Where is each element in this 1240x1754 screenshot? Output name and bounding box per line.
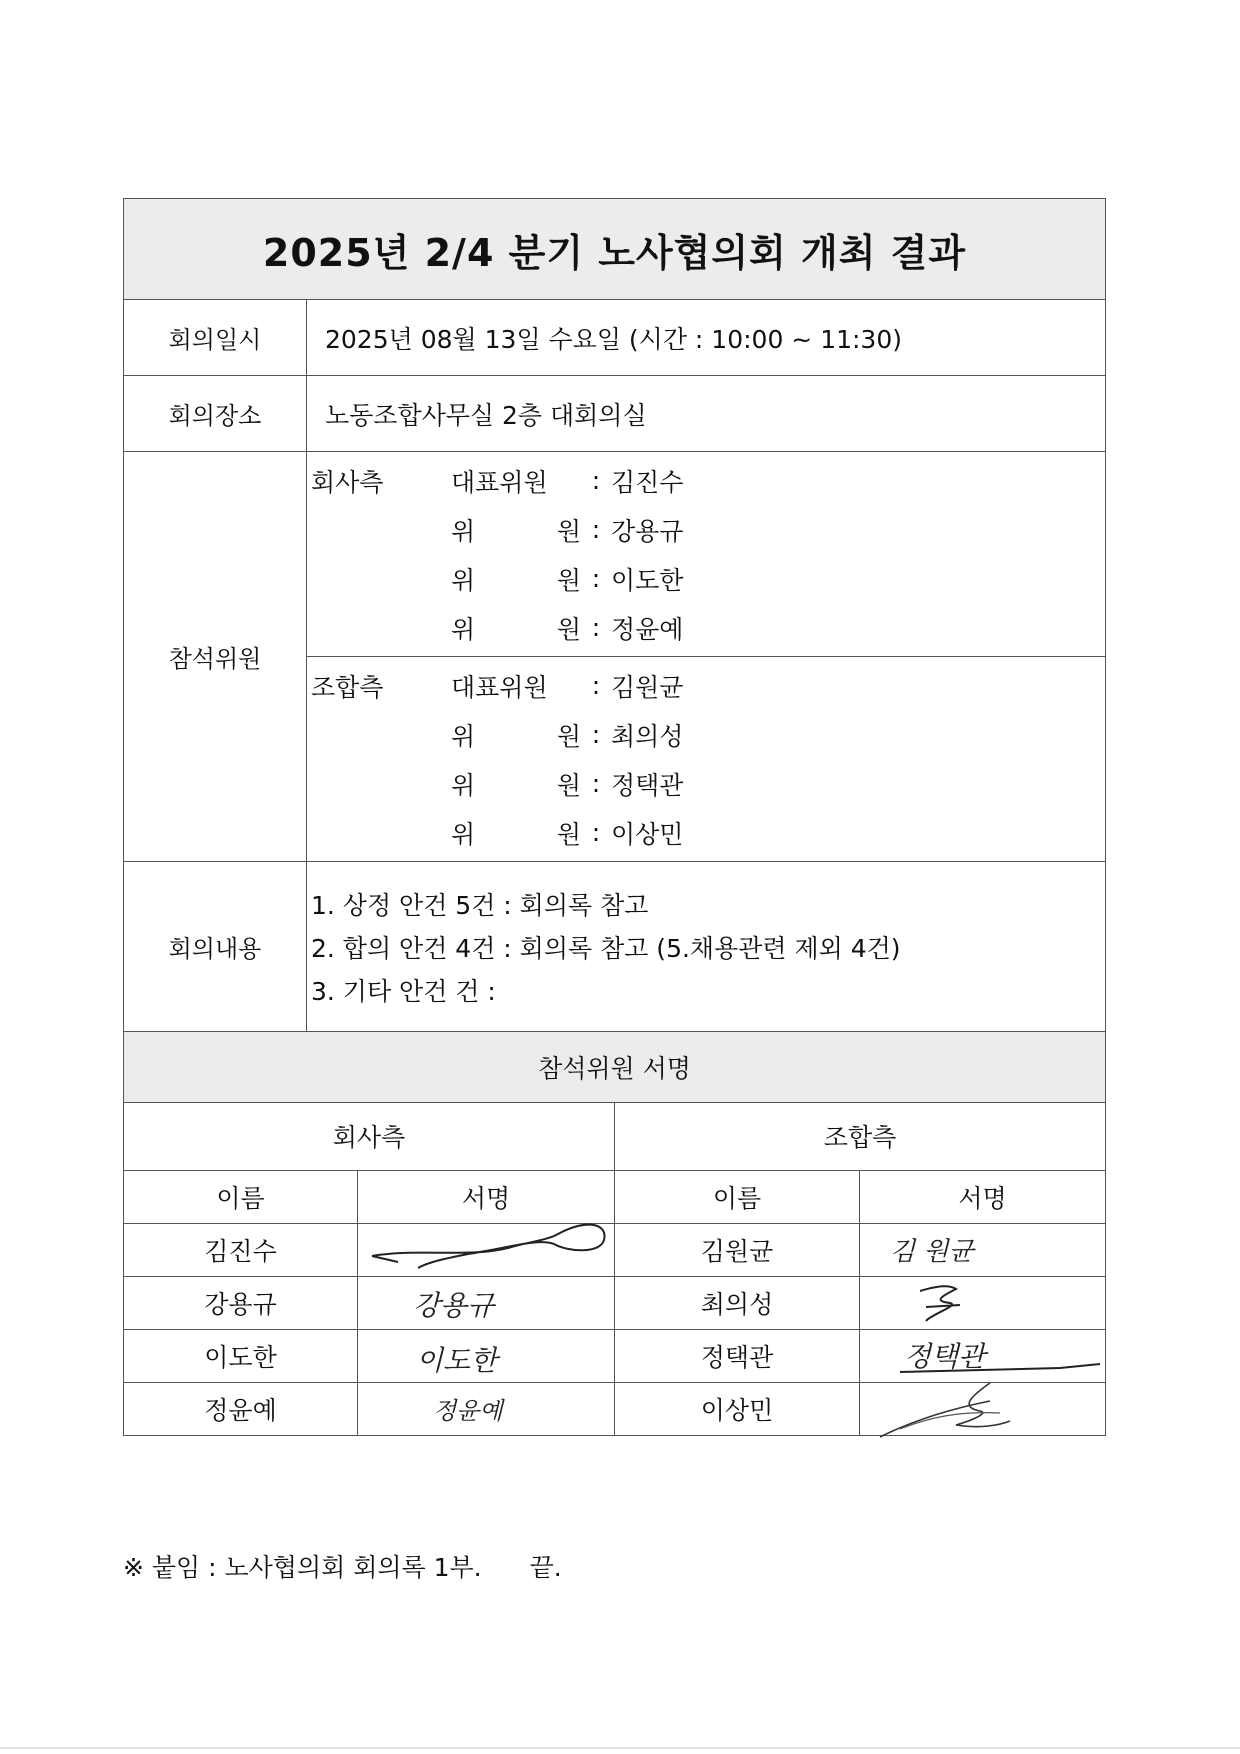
scan-edge (0, 1747, 1240, 1749)
attendee-name: 정택관 (611, 770, 684, 800)
end-mark: 끝. (529, 1553, 562, 1582)
attendees-label: 참석위원 (124, 452, 307, 862)
signature-scribble (358, 1324, 615, 1384)
attendee-role: 위 (451, 770, 476, 800)
meeting-content-label: 회의내용 (124, 862, 307, 1032)
attendee-line: 조합측 대표위원 : 김원균 (311, 661, 1105, 710)
svg-text:강용규: 강용규 (413, 1288, 495, 1322)
signature-scribble (860, 1324, 1106, 1384)
signature-scribble (860, 1377, 1106, 1441)
attendee-role: 위 (451, 614, 476, 644)
signature-row (124, 1223, 1106, 1276)
attendee-role: 위 (451, 721, 476, 751)
attachment-text: ※ 붙임 : 노사협의회 회의록 1부. (123, 1553, 482, 1582)
signature-scribble (358, 1377, 615, 1437)
content-item: 2. 합의 안건 4건 : 회의록 참고 (5.채용관련 제외 4건) (311, 933, 901, 963)
company-signature-header: 회사측 (124, 1102, 615, 1170)
signature-section-title: 참석위원 서명 (124, 1031, 1106, 1102)
attendee-line: 위 원 : 최의성 (311, 710, 1105, 759)
attendee-line: 위 원 : 이도한 (311, 554, 1105, 603)
company-member-signature (358, 1223, 615, 1276)
attendee-name: 김원균 (611, 672, 684, 702)
svg-text:이도한: 이도한 (416, 1343, 498, 1377)
attendee-line: 위 원 : 정윤예 (311, 603, 1105, 652)
meeting-place-value: 노동조합사무실 2층 대회의실 (307, 376, 1106, 452)
signature-scribble (358, 1218, 615, 1278)
union-signature-header: 조합측 (615, 1102, 1106, 1170)
signature-scribble (358, 1271, 615, 1331)
attendee-role: 대표위원 (451, 467, 548, 497)
union-member-signature (860, 1223, 1106, 1276)
signature-row (124, 1382, 1106, 1435)
company-member-signature (358, 1382, 615, 1435)
meeting-datetime-value: 2025년 08월 13일 수요일 (시간 : 10:00 ~ 11:30) (307, 300, 1106, 376)
attendee-name: 강용규 (611, 516, 684, 546)
document (123, 198, 1105, 1436)
union-member-signature (860, 1382, 1106, 1435)
content-item: 1. 상정 안건 5건 : 회의록 참고 (311, 890, 649, 920)
attendee-name: 이상민 (611, 819, 684, 849)
company-member-signature (358, 1329, 615, 1382)
company-attendees (307, 452, 1106, 657)
company-member-name: 강용규 (124, 1276, 358, 1329)
union-attendees (307, 657, 1106, 862)
company-member-name: 김진수 (124, 1223, 358, 1276)
attendee-line: 위 원 : 이상민 (311, 808, 1105, 857)
attendee-line: 위 원 : 강용규 (311, 505, 1105, 554)
attendee-role: 대표위원 (451, 672, 548, 702)
attendee-name: 최의성 (611, 721, 684, 751)
signature-column-header: 서명 (860, 1170, 1106, 1223)
meeting-place-label: 회의장소 (124, 376, 307, 452)
union-member-name: 이상민 (615, 1382, 860, 1435)
union-side-label: 조합측 (311, 672, 384, 702)
company-member-signature (358, 1276, 615, 1329)
attendee-line: 회사측 대표위원 : 김진수 (311, 456, 1105, 505)
attendee-name: 김진수 (611, 467, 684, 497)
union-member-name: 최의성 (615, 1276, 860, 1329)
signature-scribble (860, 1271, 1106, 1331)
result-table (123, 198, 1106, 1032)
attachment-note (123, 1548, 562, 1584)
meeting-content-list (307, 862, 1106, 1032)
company-side-label: 회사측 (311, 467, 384, 497)
union-member-name: 정택관 (615, 1329, 860, 1382)
attendee-name: 정윤예 (611, 614, 684, 644)
attendee-role: 위 (451, 516, 476, 546)
attendee-line: 위 원 : 정택관 (311, 759, 1105, 808)
svg-text:정택관: 정택관 (904, 1339, 986, 1373)
company-member-name: 이도한 (124, 1329, 358, 1382)
svg-text:김 원균: 김 원균 (890, 1236, 974, 1267)
attendee-role: 위 (451, 819, 476, 849)
union-member-signature (860, 1276, 1106, 1329)
meeting-datetime-label: 회의일시 (124, 300, 307, 376)
attendee-name: 이도한 (611, 565, 684, 595)
name-column-header: 이름 (615, 1170, 860, 1223)
svg-text:정윤예: 정윤예 (433, 1396, 503, 1425)
signature-table (123, 1031, 1106, 1436)
signature-row (124, 1329, 1106, 1382)
name-column-header: 이름 (124, 1170, 358, 1223)
union-member-signature (860, 1329, 1106, 1382)
company-member-name: 정윤예 (124, 1382, 358, 1435)
document-title: 2025년 2/4 분기 노사협의회 개최 결과 (124, 199, 1106, 300)
signature-column-header: 서명 (358, 1170, 615, 1223)
signature-scribble (860, 1218, 1106, 1278)
attendee-role: 위 (451, 565, 476, 595)
content-item: 3. 기타 안건 건 : (311, 976, 496, 1006)
signature-row (124, 1276, 1106, 1329)
union-member-name: 김원균 (615, 1223, 860, 1276)
